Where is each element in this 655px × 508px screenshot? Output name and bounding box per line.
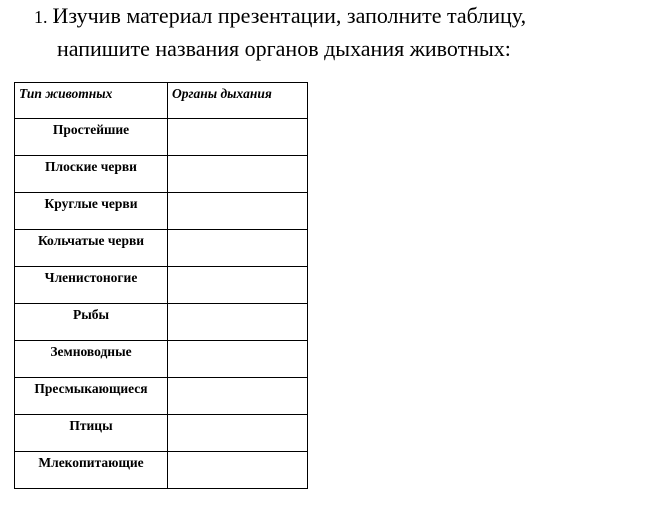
- table-row: [15, 304, 308, 341]
- organ-answer-cell[interactable]: [168, 267, 308, 304]
- header-respiratory-organs: Органы дыхания: [168, 83, 308, 119]
- table-row: [15, 230, 308, 267]
- organ-answer-cell[interactable]: [168, 341, 308, 378]
- header-animal-type: Тип животных: [15, 83, 168, 119]
- table-header-row: [15, 83, 308, 119]
- table-row: [15, 452, 308, 489]
- organ-answer-cell[interactable]: [168, 378, 308, 415]
- organ-answer-cell[interactable]: [168, 415, 308, 452]
- animal-type-cell: Кольчатые черви: [15, 230, 168, 267]
- table-row: [15, 193, 308, 230]
- animal-type-cell: Земноводные: [15, 341, 168, 378]
- task-text-line-1: Изучив материал презентации, заполните таблицу,: [52, 3, 527, 28]
- task-number: 1.: [34, 7, 48, 27]
- animal-type-cell: Млекопитающие: [15, 452, 168, 489]
- table-row: [15, 341, 308, 378]
- animal-type-cell: Рыбы: [15, 304, 168, 341]
- animal-type-cell: Пресмыкающиеся: [15, 378, 168, 415]
- organ-answer-cell[interactable]: [168, 193, 308, 230]
- table-row: [15, 156, 308, 193]
- animal-type-cell: Птицы: [15, 415, 168, 452]
- task-instruction: [34, 0, 634, 64]
- organ-answer-cell[interactable]: [168, 156, 308, 193]
- task-text-line-2: напишите названия органов дыхания животных:: [57, 36, 511, 61]
- table-row: [15, 378, 308, 415]
- animal-type-cell: Простейшие: [15, 119, 168, 156]
- organ-answer-cell[interactable]: [168, 119, 308, 156]
- animal-type-cell: Плоские черви: [15, 156, 168, 193]
- table-row: [15, 415, 308, 452]
- organ-answer-cell[interactable]: [168, 452, 308, 489]
- animal-type-cell: Членистоногие: [15, 267, 168, 304]
- table-row: [15, 119, 308, 156]
- respiratory-organs-table: [14, 82, 308, 489]
- organ-answer-cell[interactable]: [168, 230, 308, 267]
- animal-type-cell: Круглые черви: [15, 193, 168, 230]
- organ-answer-cell[interactable]: [168, 304, 308, 341]
- table-row: [15, 267, 308, 304]
